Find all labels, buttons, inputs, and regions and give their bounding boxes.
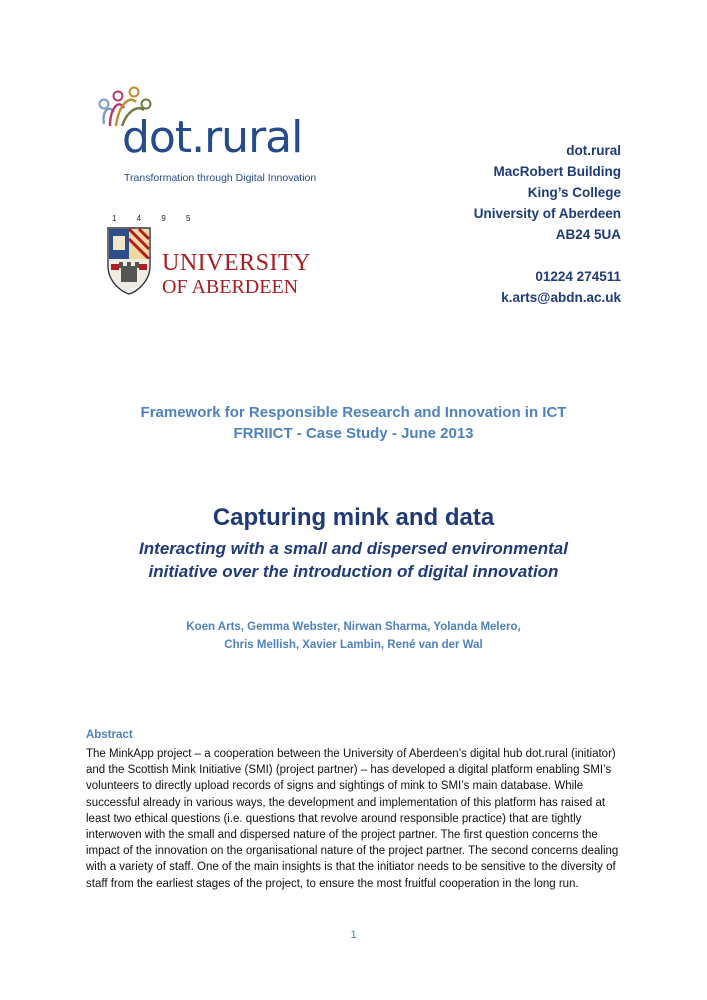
paper-title: Capturing mink and data xyxy=(212,504,495,531)
address-line-building: MacRobert Building xyxy=(493,164,621,179)
address-spacer xyxy=(474,245,621,266)
author-list xyxy=(0,618,707,654)
abstract-body: The MinkApp project – a cooperation between the University of Aberdeen’s digital hub dot.rural (initiator) and the Scottish Mink Initiative (SMI) (project partner) – has developed a digital platform enabling SMI’s volunteers to directly upload records of signs and sightings of mink to SMI’s main database. While successful already in various ways, the development and implementation of this platform has raised at least two ethical questions (i.e. questions that revolve around responsible practice) that are tightly interwoven with the small and dispersed nature of the project partner. The first question concerns the impact of the innovation on the organisational nature of the project partner. The second concerns dealing with a variety of staff. One of the main insights is that the initiator needs to be sensitive to the diversity of staff from the earliest stages of the project, to ensure the most fruitful cooperation in the long run. xyxy=(86,748,619,890)
aberdeen-logo xyxy=(106,214,326,299)
university-name-line1: UNIVERSITY xyxy=(162,250,311,276)
dotrural-tagline: Transformation through Digital Innovation xyxy=(124,172,317,184)
address-line-university: University of Aberdeen xyxy=(473,206,621,221)
address-line-college: King’s College xyxy=(527,185,621,200)
dotrural-logo xyxy=(96,86,326,186)
address-line-org: dot.rural xyxy=(566,143,621,158)
paper-subtitle-line2: initiative over the introduction of digital innovation xyxy=(148,562,559,581)
project-header xyxy=(0,402,707,444)
address-phone: 01224 274511 xyxy=(535,269,621,284)
project-header-line1: Framework for Responsible Research and Innovation in ICT xyxy=(140,404,567,421)
address-email[interactable]: k.arts@abdn.ac.uk xyxy=(501,290,621,305)
project-header-line2: FRRIICT - Case Study - June 2013 xyxy=(233,425,474,442)
address-line-postcode: AB24 5UA xyxy=(555,227,621,242)
address-block xyxy=(474,140,621,308)
author-list-line1: Koen Arts, Gemma Webster, Nirwan Sharma, Yolanda Melero, xyxy=(186,621,521,633)
university-name-line2: OF ABERDEEN xyxy=(162,276,299,298)
author-list-line2: Chris Mellish, Xavier Lambin, René van der Wal xyxy=(224,639,483,651)
crest-year: 1 4 9 5 xyxy=(112,214,200,223)
abstract-heading: Abstract xyxy=(86,729,133,741)
university-crest-icon xyxy=(106,226,152,296)
dotrural-wordmark: dot.rural xyxy=(122,112,303,163)
paper-subtitle xyxy=(0,537,707,583)
paper-subtitle-line1: Interacting with a small and dispersed environmental xyxy=(139,539,568,558)
page-number: 1 xyxy=(350,929,357,941)
